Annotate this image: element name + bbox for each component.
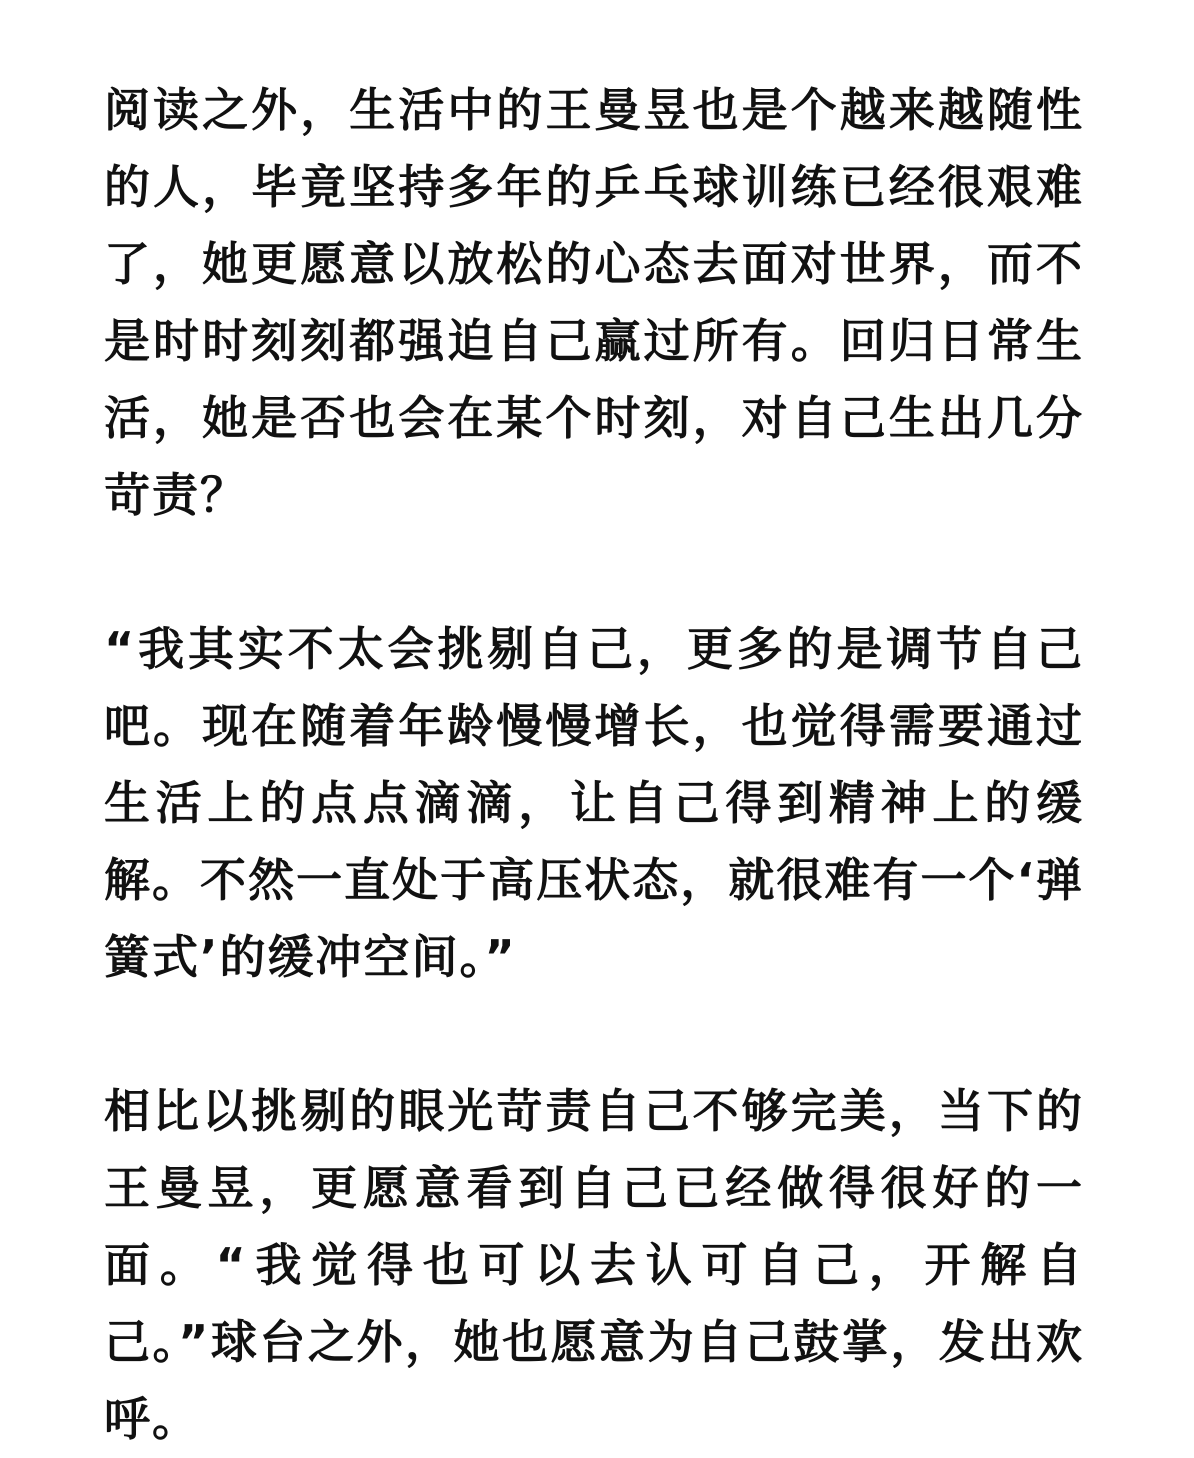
article-body	[104, 72, 1084, 1458]
paragraph-3: 相比以挑剔的眼光苛责自己不够完美，当下的王曼昱，更愿意看到自己已经做得很好的一面。“我觉得也可以去认可自己，开解自己。”球台之外，她也愿意为自己鼓掌，发出欢呼。	[104, 1084, 1084, 1446]
paragraph-1: 阅读之外，生活中的王曼昱也是个越来越随性的人，毕竟坚持多年的乒乓球训练已经很艰难了，她更愿意以放松的心态去面对世界，而不是时时刻刻都强迫自己赢过所有。回归日常生活，她是否也会在某个时刻，对自己生出几分苛责？	[104, 83, 1084, 522]
paragraph-2: “我其实不太会挑剔自己，更多的是调节自己吧。现在随着年龄慢慢增长，也觉得需要通过生活上的点点滴滴，让自己得到精神上的缓解。不然一直处于高压状态，就很难有一个‘弹簧式’的缓冲空间。”	[104, 622, 1084, 984]
